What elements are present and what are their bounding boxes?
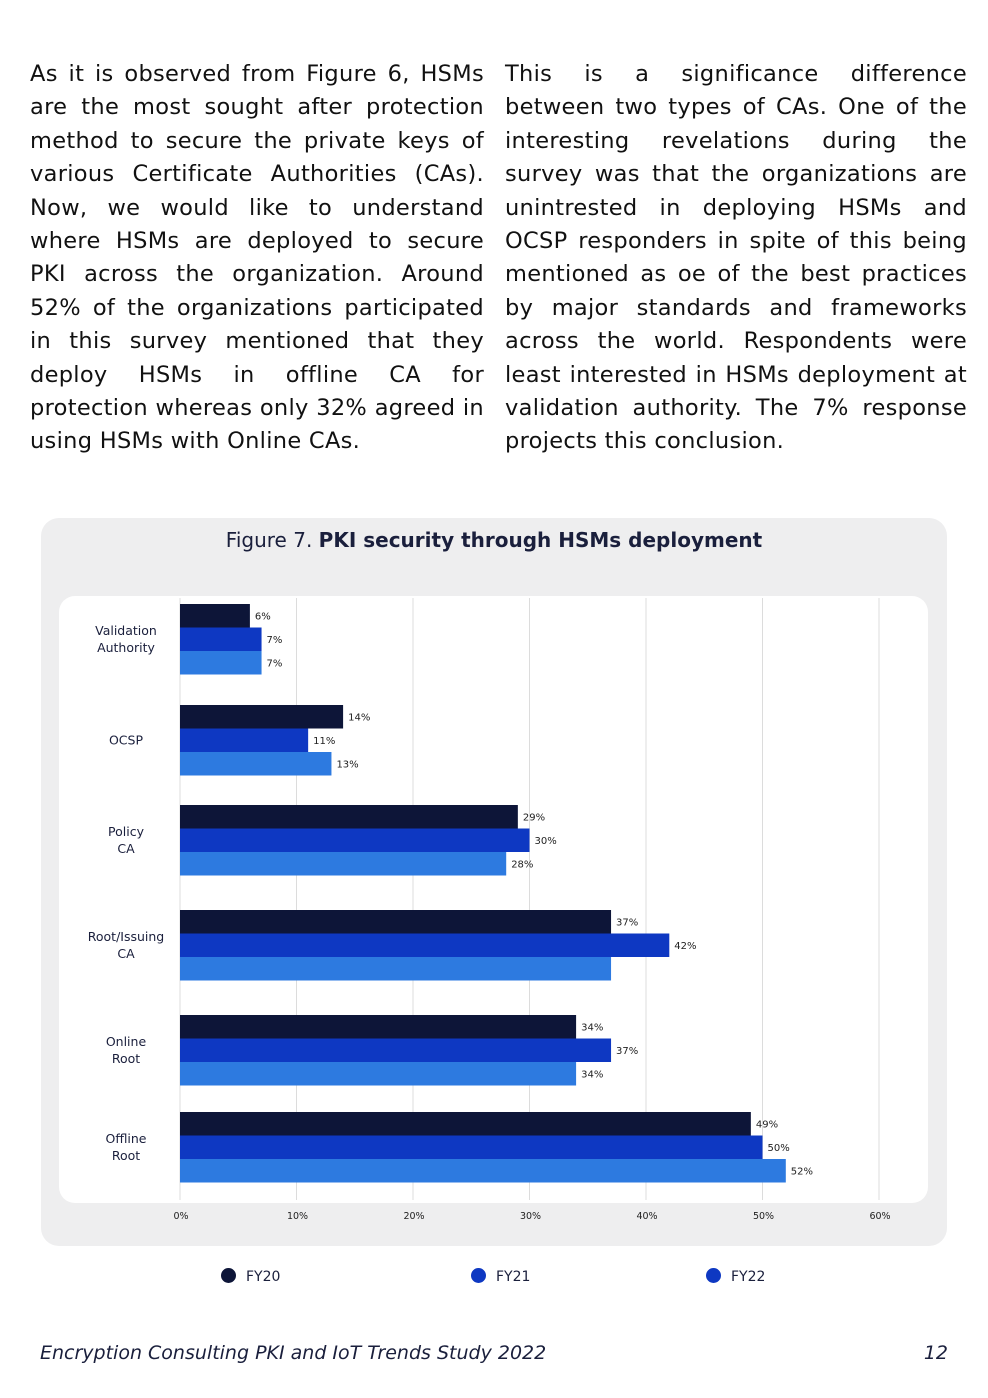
bar — [180, 805, 518, 829]
bar — [180, 729, 308, 753]
data-label: 13% — [336, 759, 359, 771]
legend-label: FY21 — [496, 1269, 531, 1285]
footer-title: Encryption Consulting PKI and IoT Trends Study 2022 — [40, 1342, 547, 1364]
data-label: 34% — [581, 1069, 604, 1081]
data-label: 37% — [616, 1045, 639, 1057]
data-label: 34% — [581, 1022, 604, 1034]
data-label: 11% — [313, 735, 336, 747]
x-tick-label: 60% — [869, 1211, 891, 1222]
legend-label: FY20 — [246, 1269, 281, 1285]
x-tick-label: 20% — [403, 1211, 425, 1222]
legend-item-fy20 — [221, 1268, 280, 1285]
data-label: 7% — [266, 634, 283, 646]
category-label: Root/Issuing CA — [87, 928, 165, 961]
x-tick-label: 10% — [286, 1211, 309, 1222]
data-label: 37% — [616, 917, 639, 929]
category-label: OCSP — [108, 732, 144, 748]
x-tick-label: 50% — [752, 1211, 775, 1222]
bar — [180, 957, 611, 981]
data-label: 52% — [790, 1166, 814, 1178]
x-tick-label: 30% — [519, 1211, 542, 1222]
x-tick-label: 0% — [173, 1211, 189, 1222]
legend-item-fy21 — [471, 1268, 530, 1285]
data-label: 42% — [674, 940, 697, 952]
bar — [180, 852, 506, 876]
bar — [180, 829, 530, 853]
body-text-left: As it is observed from Figure 6, HSMs are the most sought after protection method to secure the private keys of various Certificate Authorities (CAs). Now, we would like to understand where HSMs are deployed to secure PKI across the organization. Around 52% of the organizations participated in this survey mentioned that they deploy HSMs in offline CA for protection whereas only 32% agreed in using HSMs with Online CAs. — [30, 61, 484, 455]
figure-heading: PKI security through HSMs deployment — [318, 528, 763, 552]
bar — [180, 705, 343, 729]
bar — [180, 1015, 576, 1039]
data-label: 49% — [755, 1119, 779, 1131]
legend-item-fy22 — [706, 1268, 765, 1285]
data-label: 29% — [522, 812, 546, 824]
legend-swatch — [221, 1268, 236, 1283]
figure-prefix: Figure 7. — [225, 528, 313, 552]
bar — [180, 1039, 611, 1063]
category-label: Policy CA — [108, 823, 144, 856]
category-label: Validation Authority — [95, 622, 157, 655]
bar — [180, 934, 669, 958]
data-label: 50% — [767, 1142, 790, 1154]
bar — [180, 1159, 786, 1183]
data-label: 14% — [348, 712, 371, 724]
legend-label: FY22 — [731, 1269, 766, 1285]
legend-swatch — [706, 1268, 721, 1283]
bar — [180, 1112, 751, 1136]
category-label: Offline Root — [105, 1130, 147, 1163]
bar — [180, 1062, 576, 1086]
data-label: 6% — [254, 611, 271, 623]
bar — [180, 1136, 763, 1160]
data-label: 7% — [266, 658, 283, 670]
data-label: 30% — [534, 835, 557, 847]
body-text-right: This is a significance difference between two types of CAs. One of the interesting revelations during the survey was that the organizations are unintrested in deploying HSMs and OCSP responders in spite of this being mentioned as oe of the best practices by major standards and frameworks across the world. Respondents were least interested in HSMs deployment at validation authority. The 7% response projects this conclusion. — [505, 61, 967, 455]
x-tick-label: 40% — [636, 1211, 658, 1222]
bar — [180, 910, 611, 934]
category-label: Online Root — [105, 1033, 147, 1066]
data-label: 28% — [511, 859, 534, 871]
page-number: 12 — [923, 1342, 948, 1364]
bar — [180, 752, 331, 776]
bar — [180, 604, 250, 628]
bar — [180, 651, 262, 675]
legend-swatch — [471, 1268, 486, 1283]
bar — [180, 628, 262, 652]
